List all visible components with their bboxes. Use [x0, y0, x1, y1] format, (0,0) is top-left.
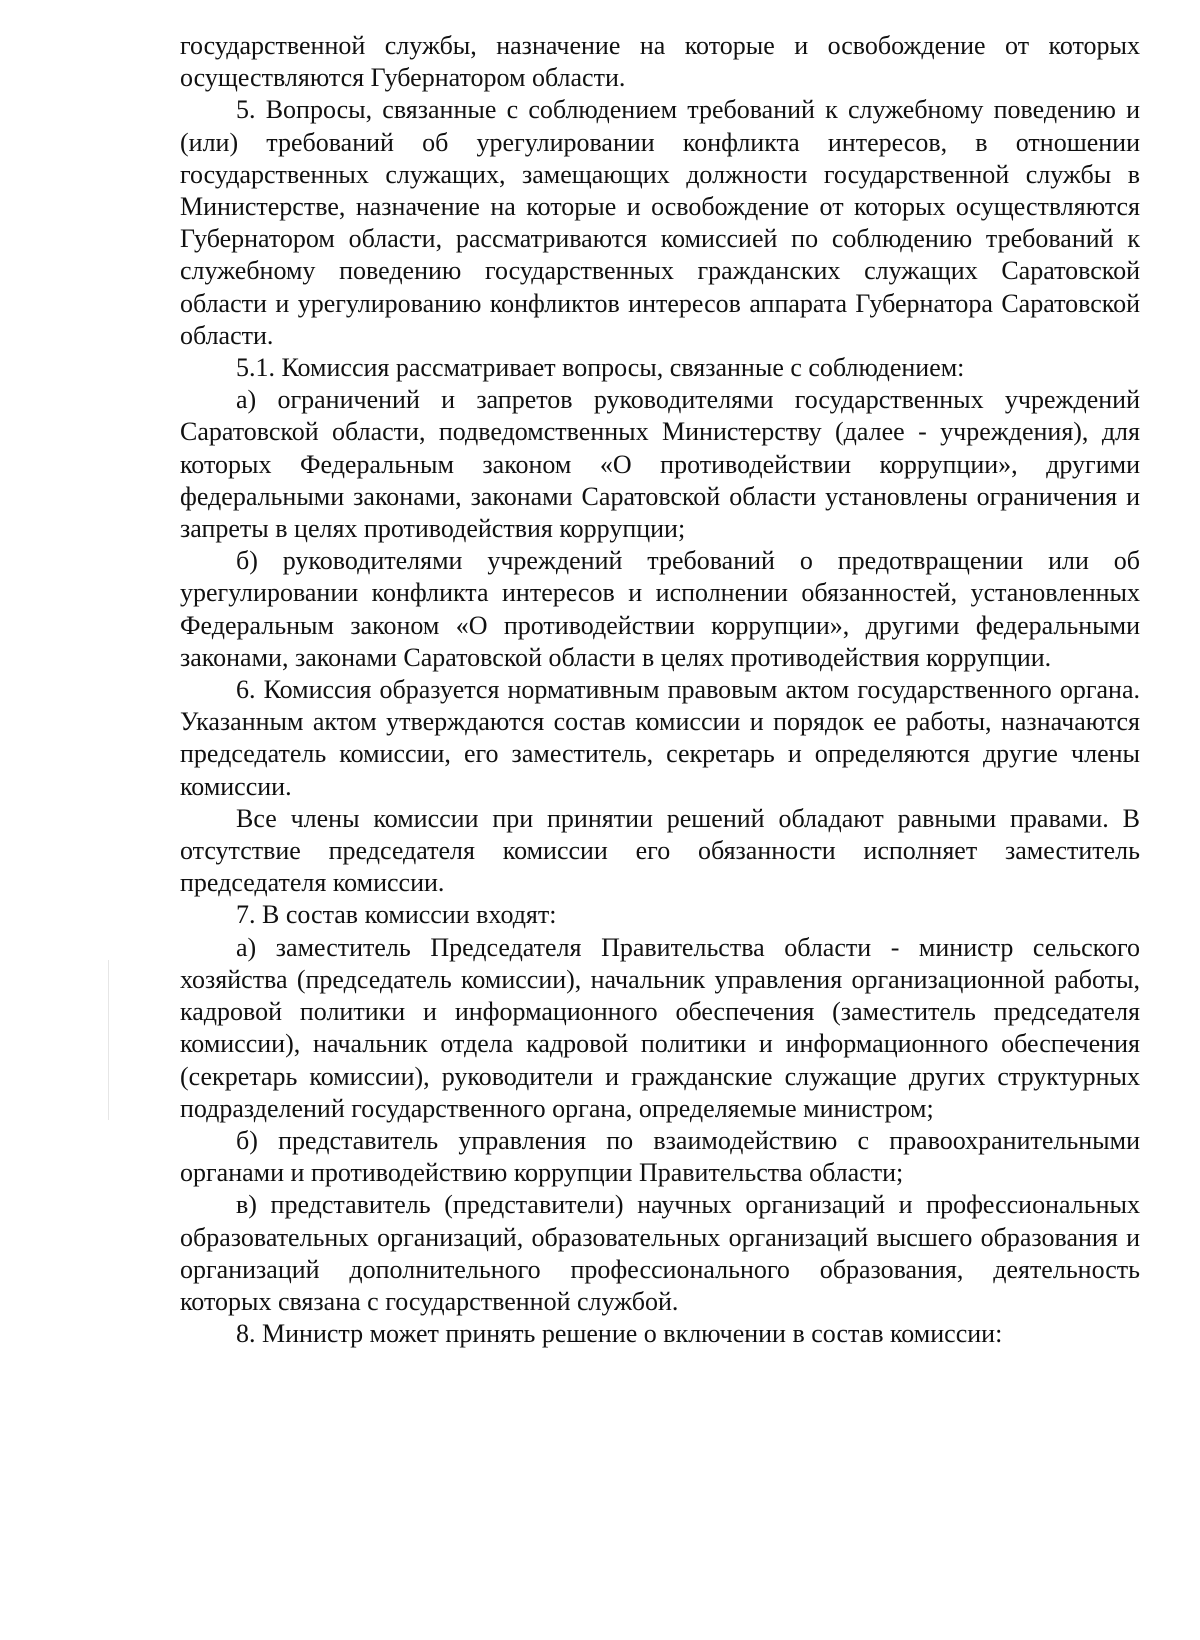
paragraph-item-7: 7. В состав комиссии входят:: [236, 900, 557, 930]
paragraph-item-7-b: б) представитель управления по взаимодействию с правоохранительными органами и противодействию коррупции Правительства области;: [180, 1125, 1140, 1188]
paragraph-item-7-v: в) представитель (представители) научных организаций и профессиональных образовательных организаций, образовательных организаций высшего образования и организаций дополнительного профессионального образования, деятельность которых связана с государственной службой.: [180, 1190, 1140, 1316]
paragraph-item-8: 8. Министр может принять решение о включении в состав комиссии:: [236, 1319, 1003, 1349]
paragraph-item-5: 5. Вопросы, связанные с соблюдением требований к служебному поведению и (или) требований об урегулировании конфликта интересов, в отношении государственных служащих, замещающих должности государственной службы в Министерстве, назначение на которые и освобождение от которых осуществляются Губернатором области, рассматриваются комиссией по соблюдению требований к служебному поведению государственных гражданских служащих Саратовской области и урегулированию конфликтов интересов аппарата Губернатора Саратовской области.: [180, 95, 1140, 350]
paragraph-item-6-members: Все члены комиссии при принятии решений обладают равными правами. В отсутствие председателя комиссии его обязанности исполняет заместитель председателя комиссии.: [180, 803, 1140, 898]
paragraph-continuation: государственной службы, назначение на которые и освобождение от которых осуществляются Губернатором области.: [180, 31, 1140, 93]
paragraph-item-5-1-b: б) руководителями учреждений требований о предотвращении или об урегулировании конфликта интересов и исполнении обязанностей, установленных Федеральным законом «О противодействии коррупции», другими федеральными законами, законами Саратовской области в целях противодействия коррупции.: [180, 546, 1140, 672]
paragraph-item-7-a: а) заместитель Председателя Правительства области - министр сельского хозяйства (председатель комиссии), начальник управления организационной работы, кадровой политики и информационного обеспечения (заместитель председателя комиссии), начальник отдела кадровой политики и информационного обеспечения (секретарь комиссии), руководители и гражданские служащие других структурных подразделений государственного органа, определяемые министром;: [180, 932, 1140, 1123]
paragraph-item-5-1-a: а) ограничений и запретов руководителями государственных учреждений Саратовской области, подведомственных Министерству (далее - учреждения), для которых Федеральным законом «О противодействии коррупции», другими федеральными законами, законами Саратовской области установлены ограничения и запреты в целях противодействия коррупции;: [180, 385, 1140, 544]
paragraph-item-5-1: 5.1. Комиссия рассматривает вопросы, связанные с соблюдением:: [236, 353, 965, 383]
document-page: [180, 30, 1140, 1350]
paragraph-item-6: 6. Комиссия образуется нормативным правовым актом государственного органа. Указанным актом утверждаются состав комиссии и порядок ее работы, назначаются председатель комиссии, его заместитель, секретарь и определяются другие члены комиссии.: [180, 675, 1140, 801]
scan-artifact-line: [108, 960, 109, 1120]
